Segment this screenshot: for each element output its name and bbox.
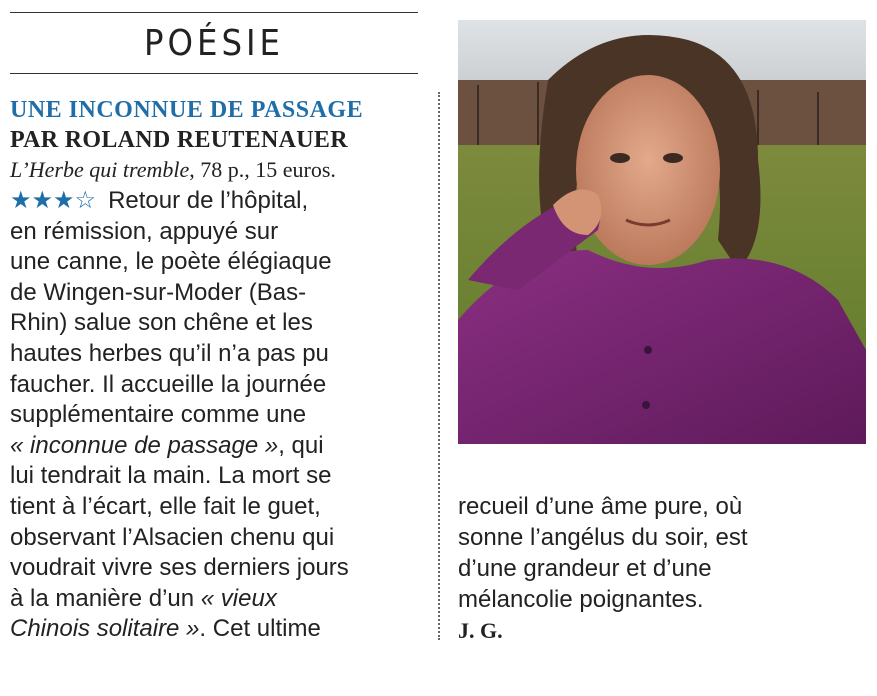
- section-rule: [10, 73, 418, 74]
- column-divider: [438, 92, 440, 640]
- quote-chinois: Chinois solitaire »: [10, 615, 200, 643]
- body-line: voudrait vivre ses derniers jours: [10, 554, 349, 582]
- body-line: à la manière d’un « vieux: [10, 584, 277, 612]
- body-line: une canne, le poète élégiaque: [10, 248, 332, 276]
- body-line: supplémentaire comme une: [10, 401, 307, 429]
- body-line: faucher. Il accueille la journée: [10, 370, 327, 398]
- body-line: d’une grandeur et d’une: [458, 555, 712, 582]
- body-line: lui tendrait la main. La mort se: [10, 462, 332, 490]
- section-title: POÉSIE: [143, 23, 285, 64]
- rating-stars: ★★★☆: [10, 187, 97, 214]
- body-line: en rémission, appuyé sur: [10, 217, 279, 245]
- body-line: Rhin) salue son chêne et les: [10, 309, 313, 337]
- article-body-left: [10, 186, 420, 645]
- body-line: mélancolie poignantes.: [458, 586, 704, 613]
- body-line: de Wingen-sur-Moder (Bas-: [10, 278, 307, 306]
- publication-info: [10, 156, 420, 184]
- author-photo: [458, 20, 866, 444]
- quote-inconnue: « inconnue de passage »: [10, 431, 279, 459]
- body-line: sonne l’angélus du soir, est: [458, 524, 748, 551]
- body-line: recueil d’une âme pure, où: [458, 493, 743, 520]
- body-line: observant l’Alsacien chenu qui: [10, 523, 335, 551]
- article-body-right: [458, 492, 868, 647]
- body-line: « inconnue de passage », qui: [10, 431, 324, 459]
- author-signature: J. G.: [458, 618, 503, 643]
- article-headline: UNE INCONNUE DE PASSAGE: [10, 97, 364, 123]
- body-line: hautes herbes qu’il n’a pas pu: [10, 339, 329, 367]
- body-line: tient à l’écart, elle fait le guet,: [10, 492, 321, 520]
- publication-details: , 78 p., 15 euros.: [189, 157, 336, 182]
- quote-vieux: « vieux: [200, 584, 277, 612]
- article-byline: PAR ROLAND REUTENAUER: [10, 127, 348, 153]
- publisher-name: L’Herbe qui tremble: [10, 157, 190, 182]
- body-line: ★★★☆ Retour de l’hôpital,: [10, 187, 309, 214]
- body-line: Chinois solitaire ». Cet ultime: [10, 615, 321, 643]
- top-rule: [10, 12, 418, 13]
